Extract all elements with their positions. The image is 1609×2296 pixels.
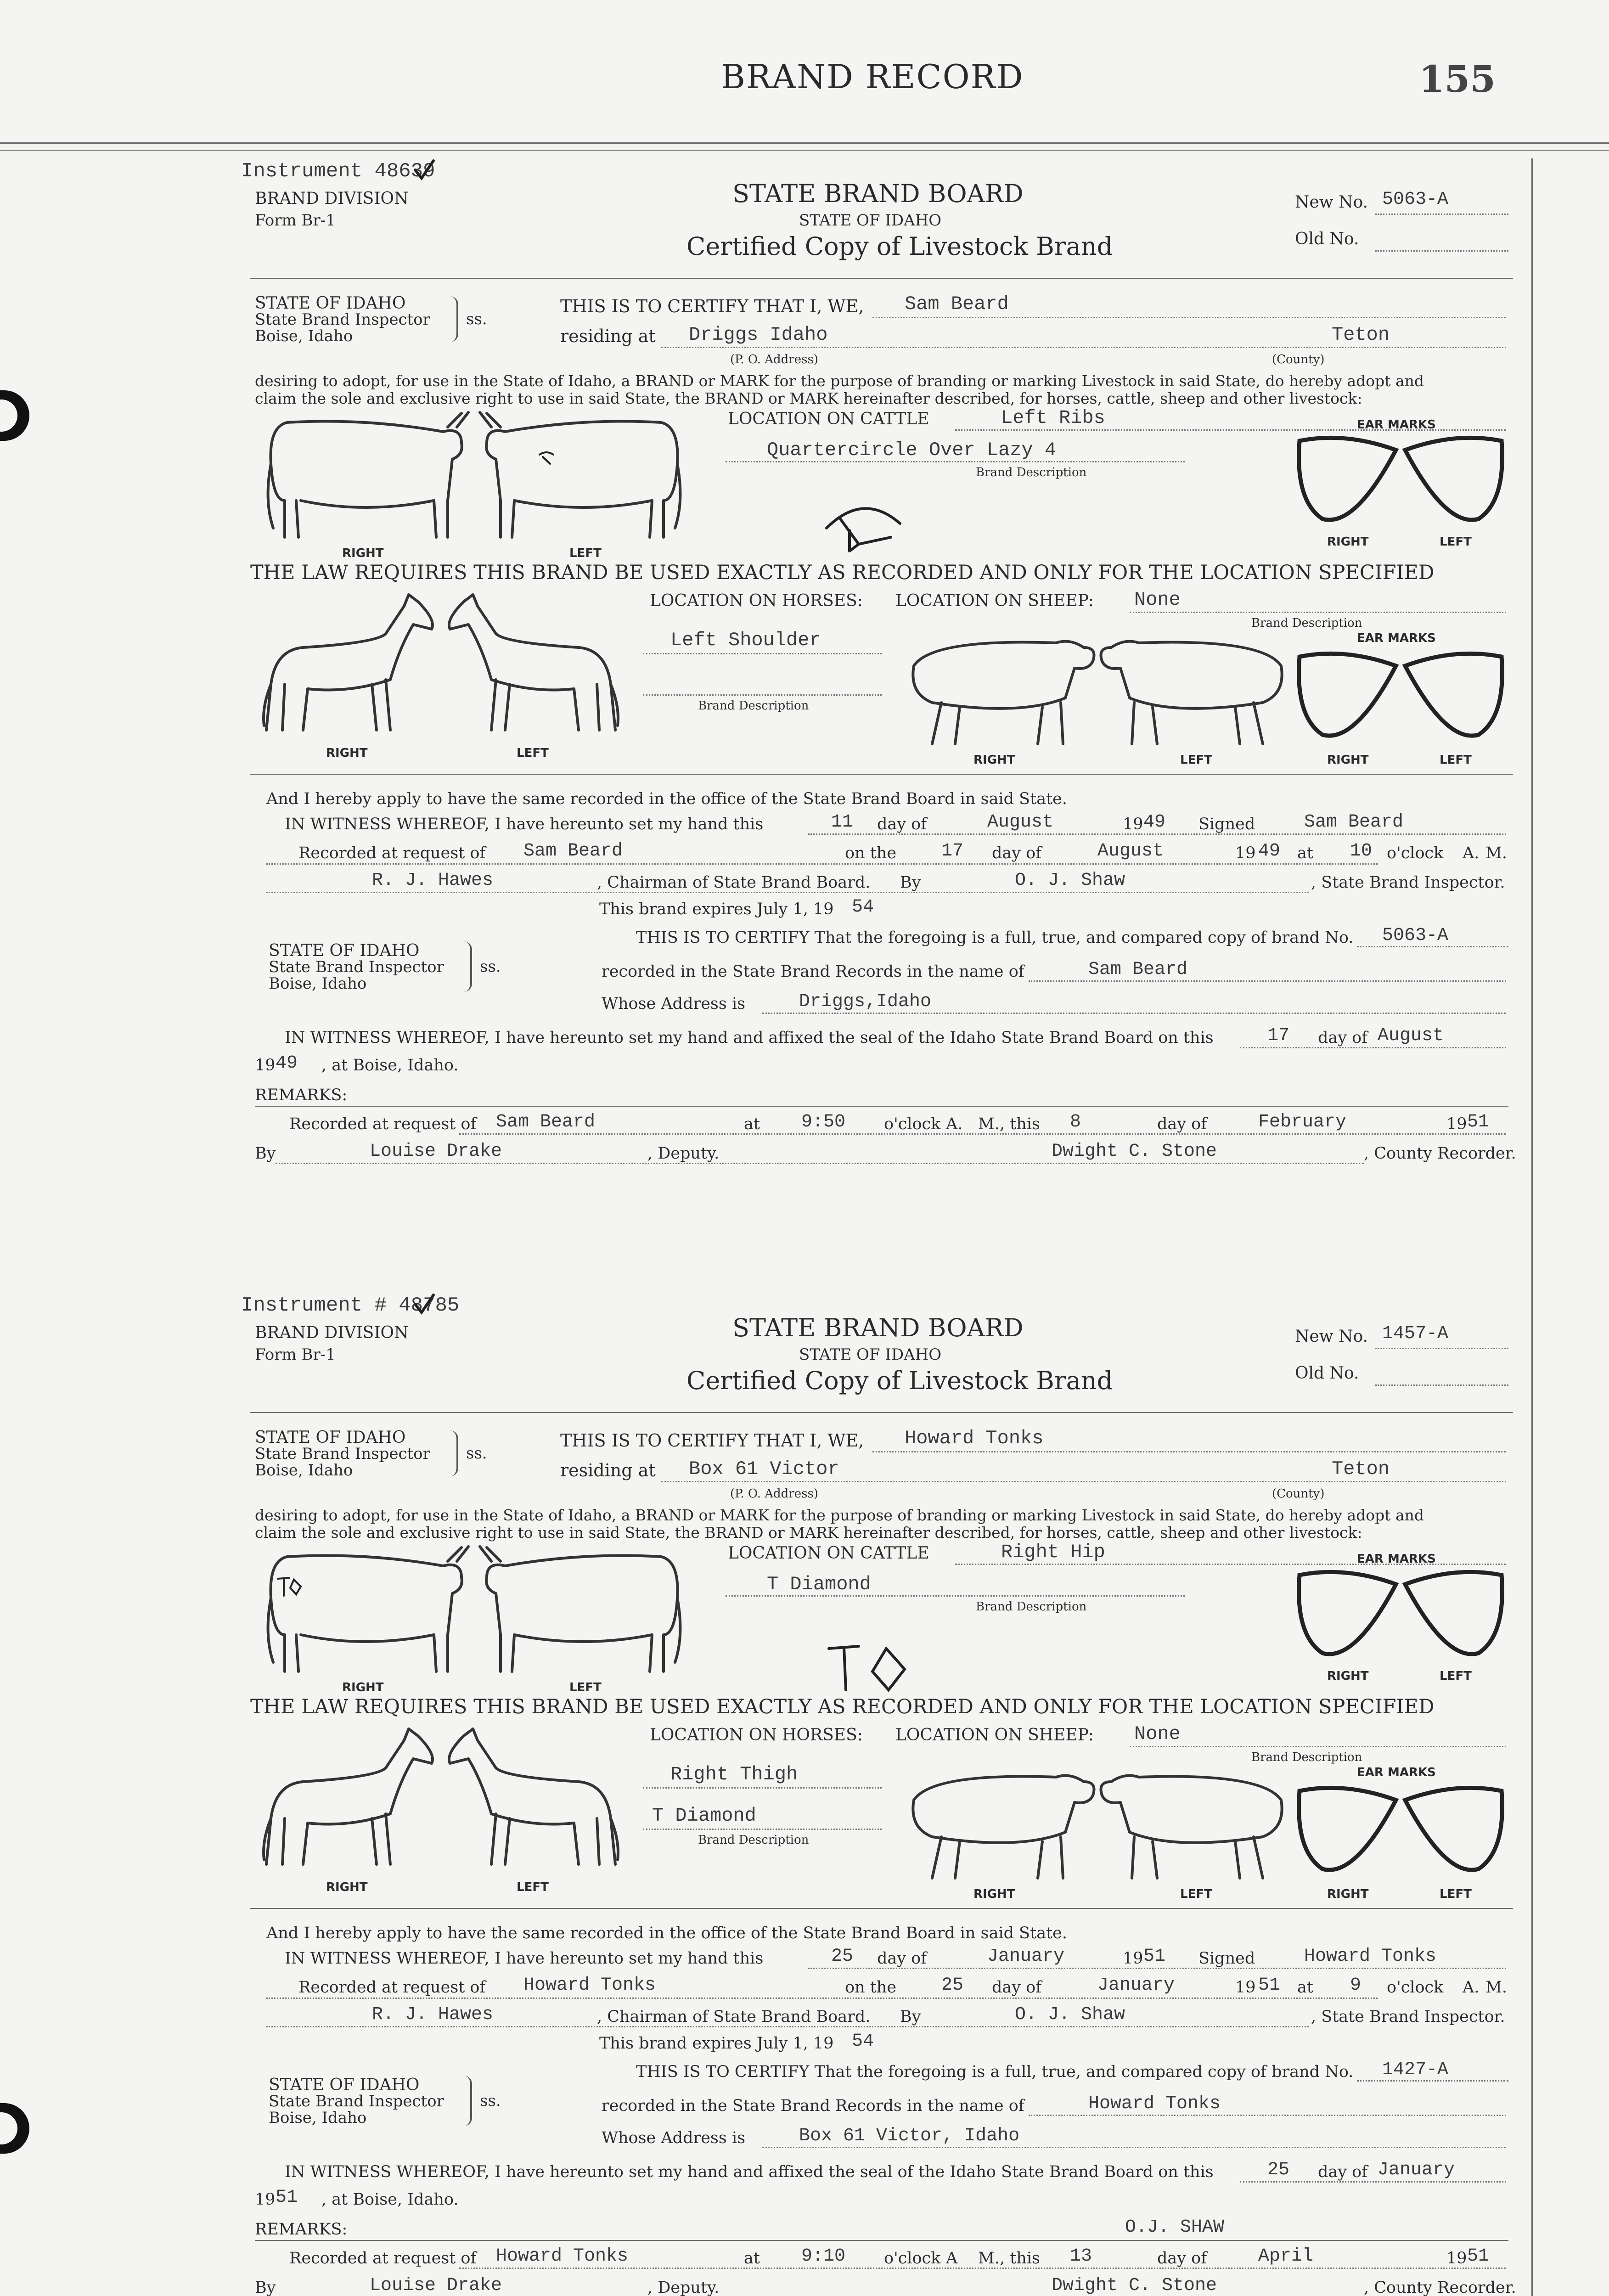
horse-icon [441, 592, 624, 744]
state-block-title: STATE OF IDAHO [255, 294, 406, 313]
signed-label: Signed [1198, 1949, 1255, 1968]
ear-marks-label: EAR MARKS [1357, 631, 1436, 645]
binder-ring-icon [0, 390, 29, 441]
horse-location-value: Right Thigh [670, 1763, 798, 1785]
horse-location-value: Left Shoulder [670, 629, 821, 651]
at-label: at [744, 2249, 760, 2268]
cr-day: 13 [1070, 2246, 1092, 2267]
quartercircle-lazy4-brand-icon [822, 501, 909, 551]
year-prefix: 19 [1446, 2249, 1467, 2268]
state-block-inspector: State Brand Inspector [269, 958, 444, 976]
at-label: at [1297, 844, 1313, 862]
recorded-hour: 10 [1350, 841, 1373, 861]
po-address-label: (P. O. Address) [730, 353, 818, 366]
residence-value: Box 61 Victor [689, 1458, 839, 1480]
ear-right-label: RIGHT [1327, 1669, 1369, 1683]
whose-address-label: Whose Address is [602, 995, 746, 1013]
horse-right-label: RIGHT [326, 1880, 368, 1894]
instrument-number: Instrument # 48785 [241, 1294, 460, 1317]
cr-year: 51 [1467, 1112, 1490, 1132]
seal-witness-text: IN WITNESS WHEREOF, I have hereunto set my hand and affixed the seal of the Idaho State Brand Board on this [285, 1029, 1214, 1047]
horse-left-label: LEFT [517, 746, 549, 760]
brand-division-label: BRAND DIVISION [255, 1323, 409, 1342]
certify-intro: THIS IS TO CERTIFY THAT I, WE, [560, 1430, 864, 1451]
copy-name: Sam Beard [1088, 959, 1188, 980]
witness-month: August [987, 812, 1054, 833]
cattle-right-label: RIGHT [342, 546, 384, 560]
day-of-label: day of [877, 815, 927, 833]
state-block-title: STATE OF IDAHO [269, 2076, 420, 2094]
ear-mark-icon [1295, 432, 1506, 528]
ear-left-label: LEFT [1440, 753, 1472, 767]
recorded-day: 25 [941, 1975, 964, 1996]
by-label: By [900, 2008, 921, 2026]
year-prefix: 19 [1235, 844, 1256, 862]
sheep-brand-desc-label: Brand Description [1251, 1750, 1362, 1764]
at-label: at [1297, 1978, 1313, 1997]
sheep-brand-desc-label: Brand Description [1251, 616, 1362, 630]
horse-left-label: LEFT [517, 1880, 549, 1894]
instrument-number: Instrument 48639 [241, 160, 435, 183]
cattle-left-label: LEFT [569, 546, 602, 560]
expires-label: This brand expires July 1, 19 [599, 2034, 834, 2053]
sheep-icon [905, 1763, 1097, 1887]
horse-brand-desc-label: Brand Description [698, 699, 809, 713]
residence-value: Driggs Idaho [689, 324, 828, 346]
horse-icon [441, 1727, 624, 1878]
ear-left-label: LEFT [1440, 1887, 1472, 1901]
ss-label: ss. [480, 2092, 501, 2110]
recorded-month: August [1097, 841, 1164, 861]
year-prefix: 19 [1235, 1978, 1256, 1997]
state-block-boise: Boise, Idaho [255, 327, 353, 345]
on-the-label: on the [845, 844, 897, 862]
signed-value: Sam Beard [1304, 812, 1404, 833]
witness-day: 11 [831, 812, 854, 833]
whose-address-label: Whose Address is [602, 2129, 746, 2147]
expires-year: 54 [852, 2031, 874, 2052]
state-block-title: STATE OF IDAHO [255, 1428, 406, 1447]
ear-mark-icon [1295, 1566, 1506, 1662]
sheep-right-label: RIGHT [973, 1887, 1015, 1901]
brand-desc-label: Brand Description [976, 1600, 1087, 1614]
horse-icon [257, 1727, 441, 1878]
cr-month: February [1258, 1112, 1347, 1132]
seal-day: 17 [1267, 1025, 1290, 1046]
certified-copy-title: Certified Copy of Livestock Brand [686, 232, 1113, 261]
sheep-right-label: RIGHT [973, 753, 1015, 767]
sheep-left-label: LEFT [1180, 753, 1212, 767]
horses-location-label: LOCATION ON HORSES: [650, 591, 863, 610]
board-title: STATE BRAND BOARD [732, 179, 1024, 208]
by-label: By [255, 2279, 276, 2296]
cattle-location-value: Left Ribs [1001, 407, 1105, 429]
owner-name: Sam Beard [905, 293, 1009, 315]
seal-day: 25 [1267, 2160, 1290, 2180]
state-block-boise: Boise, Idaho [269, 974, 367, 993]
witness-text: IN WITNESS WHEREOF, I have hereunto set my hand this [285, 815, 764, 833]
year-prefix: 19 [255, 2190, 276, 2209]
form-label: Form Br-1 [255, 211, 336, 230]
sheep-icon [905, 629, 1097, 753]
owner-name: Howard Tonks [905, 1427, 1044, 1449]
m-label: M. [1485, 1978, 1507, 1997]
state-block-inspector: State Brand Inspector [255, 1445, 430, 1463]
day-of-label: day of [992, 1978, 1042, 1997]
new-no-value: 1457-A [1382, 1323, 1449, 1344]
seal-year: 51 [276, 2187, 298, 2208]
apply-text: And I hereby apply to have the same recorded in the office of the State Brand Board in said State. [266, 1924, 1067, 1942]
ear-left-label: LEFT [1440, 535, 1472, 549]
recorded-in-text: recorded in the State Brand Records in the name of [602, 962, 1024, 981]
ss-label: ss. [466, 310, 487, 328]
state-inspector-label: , State Brand Inspector. [1311, 2008, 1505, 2026]
recorded-year: 51 [1258, 1975, 1281, 1996]
sheep-location-value: None [1134, 589, 1181, 611]
apply-text: And I hereby apply to have the same recorded in the office of the State Brand Board in said State. [266, 790, 1067, 808]
checkmark-icon [413, 159, 436, 182]
cr-request-label: Recorded at request of [289, 2249, 477, 2268]
witness-text: IN WITNESS WHEREOF, I have hereunto set my hand this [285, 1949, 764, 1968]
cattle-right-label: RIGHT [342, 1681, 384, 1694]
county-value: Teton [1332, 324, 1390, 346]
recorded-request-name: Sam Beard [523, 841, 623, 861]
desiring-text: claim the sole and exclusive right to use in said State, the BRAND or MARK hereinafter described, for horses, cattle, sheep and other livestock: [255, 389, 1362, 407]
residing-label: residing at [560, 1460, 656, 1480]
brand-division-label: BRAND DIVISION [255, 189, 409, 208]
oclock-label: o'clock [884, 2249, 941, 2268]
certify-intro: THIS IS TO CERTIFY THAT I, WE, [560, 296, 864, 316]
day-of-label: day of [1318, 2163, 1368, 2181]
copy-name: Howard Tonks [1088, 2093, 1221, 2114]
recorded-request-label: Recorded at request of [298, 1978, 486, 1997]
at-boise-label: , at Boise, Idaho. [321, 1056, 459, 1075]
recorded-request-label: Recorded at request of [298, 844, 486, 862]
m-this-label: M., this [978, 1115, 1040, 1133]
sheep-left-label: LEFT [1180, 1887, 1212, 1901]
state-subtitle: STATE OF IDAHO [799, 1345, 942, 1364]
county-label: (County) [1272, 1487, 1325, 1501]
ear-marks-label: EAR MARKS [1357, 1552, 1436, 1566]
oclock-label: o'clock [1387, 844, 1444, 862]
deputy-label: , Deputy. [647, 1144, 720, 1163]
sheep-icon [1097, 629, 1290, 753]
cow-icon [259, 1543, 475, 1681]
ear-marks-label: EAR MARKS [1357, 1766, 1436, 1779]
law-statement: THE LAW REQUIRES THIS BRAND BE USED EXACTLY AS RECORDED AND ONLY FOR THE LOCATION SPECIFIED [250, 1695, 1435, 1718]
witness-day: 25 [831, 1946, 854, 1967]
seal-witness-text: IN WITNESS WHEREOF, I have hereunto set my hand and affixed the seal of the Idaho State Brand Board on this [285, 2163, 1214, 2181]
horses-location-label: LOCATION ON HORSES: [650, 1726, 863, 1745]
cattle-brand-desc: Quartercircle Over Lazy 4 [767, 439, 1057, 461]
chairman-label: , Chairman of State Brand Board. [597, 873, 871, 892]
seal-year: 49 [276, 1053, 298, 1074]
cr-year: 51 [1467, 2246, 1490, 2267]
day-of-label: day of [877, 1949, 927, 1968]
form-label: Form Br-1 [255, 1345, 336, 1364]
sheep-icon [1097, 1763, 1290, 1887]
certify-copy-text: THIS IS TO CERTIFY That the foregoing is a full, true, and compared copy of brand No. [636, 929, 1354, 947]
old-no-label: Old No. [1295, 230, 1359, 248]
deputy-name: Louise Drake [370, 1141, 502, 1162]
cr-request-label: Recorded at request of [289, 1115, 477, 1133]
recorded-year: 49 [1258, 841, 1281, 861]
cattle-brand-desc: T Diamond [767, 1573, 871, 1595]
oclock-label: o'clock [1387, 1978, 1444, 1997]
sheep-location-value: None [1134, 1723, 1181, 1745]
cattle-location-label: LOCATION ON CATTLE [728, 410, 929, 428]
witness-month: January [987, 1946, 1065, 1967]
year-prefix: 19 [1123, 815, 1143, 833]
chairman-label: , Chairman of State Brand Board. [597, 2008, 871, 2026]
seal-month: August [1378, 1025, 1444, 1046]
seal-month: January [1378, 2160, 1455, 2180]
desiring-text: desiring to adopt, for use in the State of Idaho, a BRAND or MARK for the purpose of branding or marking Livestock in said State, do hereby adopt and [255, 372, 1424, 390]
cr-time: 9:50 [801, 1112, 846, 1132]
signed-value: Howard Tonks [1304, 1946, 1437, 1967]
oclock-label: o'clock [884, 1115, 941, 1133]
state-subtitle: STATE OF IDAHO [799, 211, 942, 230]
cr-month: April [1258, 2246, 1314, 2267]
ear-mark-icon [1295, 1782, 1506, 1878]
at-boise-label: , at Boise, Idaho. [321, 2190, 459, 2209]
horse-right-label: RIGHT [326, 746, 368, 760]
year-prefix: 19 [1446, 1115, 1467, 1133]
by-label: By [255, 1144, 276, 1163]
horse-brand-desc: T Diamond [652, 1805, 756, 1827]
m-label: M. [1485, 844, 1507, 862]
ear-right-label: RIGHT [1327, 535, 1369, 549]
binder-ring-icon [0, 2103, 29, 2154]
witness-year: 51 [1143, 1946, 1166, 1967]
expires-label: This brand expires July 1, 19 [599, 900, 834, 918]
recorded-hour: 9 [1350, 1975, 1361, 1996]
year-prefix: 19 [255, 1056, 276, 1075]
cow-icon [259, 409, 475, 546]
ear-left-label: LEFT [1440, 1669, 1472, 1683]
cattle-location-value: Right Hip [1001, 1541, 1105, 1563]
recorded-month: January [1097, 1975, 1175, 1996]
sheep-location-label: LOCATION ON SHEEP: [895, 1726, 1094, 1745]
page-title: BRAND RECORD [721, 57, 1024, 96]
state-block-inspector: State Brand Inspector [269, 2092, 444, 2110]
desiring-text: claim the sole and exclusive right to use in said State, the BRAND or MARK hereinafter described, for horses, cattle, sheep and other livestock: [255, 1524, 1362, 1542]
expires-year: 54 [852, 897, 874, 917]
remarks-label: REMARKS: [255, 2220, 348, 2239]
law-statement: THE LAW REQUIRES THIS BRAND BE USED EXACTLY AS RECORDED AND ONLY FOR THE LOCATION SPECIFIED [250, 561, 1435, 584]
signed-label: Signed [1198, 815, 1255, 833]
cr-request-name: Sam Beard [496, 1112, 596, 1132]
county-recorder-label: , County Recorder. [1364, 1144, 1516, 1163]
recorded-in-text: recorded in the State Brand Records in the name of [602, 2097, 1024, 2115]
certified-copy-title: Certified Copy of Livestock Brand [686, 1366, 1113, 1395]
copy-address: Driggs,Idaho [799, 991, 932, 1012]
cr-ampm: A. [946, 1115, 963, 1133]
remarks-value: O.J. SHAW [1125, 2217, 1225, 2238]
state-inspector-label: , State Brand Inspector. [1311, 873, 1505, 892]
recorded-request-name: Howard Tonks [523, 1975, 656, 1996]
state-block-boise: Boise, Idaho [255, 1461, 353, 1480]
recorder-name: Dwight C. Stone [1052, 1141, 1217, 1162]
recorder-name: Dwight C. Stone [1052, 2275, 1217, 2296]
horse-icon [257, 592, 441, 744]
state-block-boise: Boise, Idaho [269, 2109, 367, 2127]
ear-marks-label: EAR MARKS [1357, 418, 1436, 432]
county-recorder-label: , County Recorder. [1364, 2279, 1516, 2296]
brand-desc-label: Brand Description [976, 466, 1087, 479]
day-of-label: day of [1157, 1115, 1207, 1133]
state-block-inspector: State Brand Inspector [255, 310, 430, 329]
cattle-location-label: LOCATION ON CATTLE [728, 1544, 929, 1563]
residing-label: residing at [560, 326, 656, 346]
inspector-name: O. J. Shaw [1015, 2004, 1125, 2025]
at-label: at [744, 1115, 760, 1133]
day-of-label: day of [992, 844, 1042, 862]
year-prefix: 19 [1123, 1949, 1143, 1968]
certify-copy-text: THIS IS TO CERTIFY That the foregoing is a full, true, and compared copy of brand No. [636, 2063, 1354, 2081]
county-value: Teton [1332, 1458, 1390, 1480]
ear-right-label: RIGHT [1327, 1887, 1369, 1901]
cr-day: 8 [1070, 1112, 1081, 1132]
copy-brand-no: 1427-A [1382, 2060, 1449, 2080]
cattle-left-label: LEFT [569, 1681, 602, 1694]
small-brand-mark-icon [537, 450, 556, 468]
recorded-ampm: A. [1463, 1978, 1480, 1997]
deputy-name: Louise Drake [370, 2275, 502, 2296]
chairman-name: R. J. Hawes [372, 2004, 494, 2025]
new-no-label: New No. [1295, 193, 1368, 212]
chairman-name: R. J. Hawes [372, 870, 494, 891]
cr-ampm: A [946, 2249, 958, 2268]
recorded-day: 17 [941, 841, 964, 861]
inspector-name: O. J. Shaw [1015, 870, 1125, 891]
state-block-title: STATE OF IDAHO [269, 941, 420, 960]
page-number: 155 [1419, 57, 1496, 101]
copy-address: Box 61 Victor, Idaho [799, 2126, 1020, 2146]
checkmark-icon [413, 1293, 436, 1316]
ss-label: ss. [480, 957, 501, 976]
ear-mark-icon [1295, 647, 1506, 744]
old-no-label: Old No. [1295, 1364, 1359, 1383]
sheep-location-label: LOCATION ON SHEEP: [895, 591, 1094, 610]
by-label: By [900, 873, 921, 892]
day-of-label: day of [1157, 2249, 1207, 2268]
horse-brand-desc-label: Brand Description [698, 1833, 809, 1847]
t-diamond-brand-icon [827, 1644, 914, 1694]
cow-icon [473, 1543, 693, 1681]
on-the-label: on the [845, 1978, 897, 1997]
new-no-label: New No. [1295, 1327, 1368, 1346]
deputy-label: , Deputy. [647, 2279, 720, 2296]
ear-right-label: RIGHT [1327, 753, 1369, 767]
day-of-label: day of [1318, 1029, 1368, 1047]
new-no-value: 5063-A [1382, 189, 1449, 210]
cow-icon [473, 409, 693, 546]
small-brand-mark-icon [276, 1575, 303, 1598]
copy-brand-no: 5063-A [1382, 925, 1449, 946]
m-this-label: M., this [978, 2249, 1040, 2268]
board-title: STATE BRAND BOARD [732, 1313, 1024, 1342]
cr-request-name: Howard Tonks [496, 2246, 629, 2267]
desiring-text: desiring to adopt, for use in the State of Idaho, a BRAND or MARK for the purpose of branding or marking Livestock in said State, do hereby adopt and [255, 1506, 1424, 1524]
po-address-label: (P. O. Address) [730, 1487, 818, 1501]
recorded-ampm: A. [1463, 844, 1480, 862]
cr-time: 9:10 [801, 2246, 846, 2267]
ss-label: ss. [466, 1444, 487, 1463]
witness-year: 49 [1143, 812, 1166, 833]
remarks-label: REMARKS: [255, 1086, 348, 1104]
county-label: (County) [1272, 353, 1325, 366]
